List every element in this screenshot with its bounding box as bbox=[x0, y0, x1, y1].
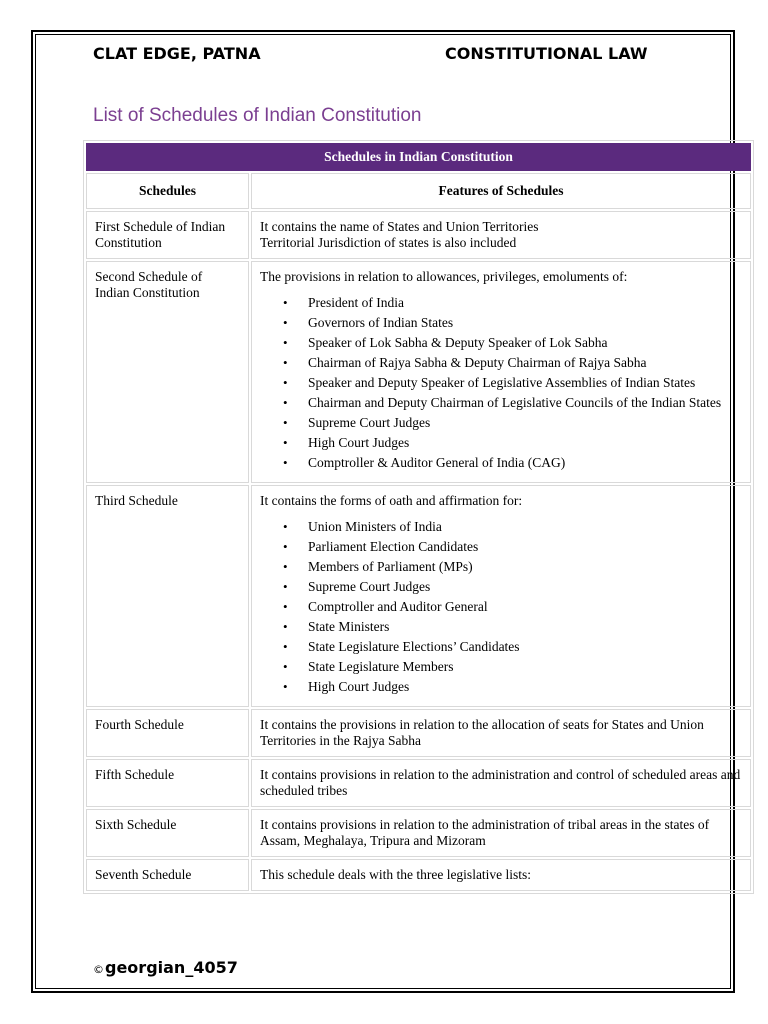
list-item: • State Legislature Members bbox=[308, 659, 742, 675]
copyright-symbol: © bbox=[93, 963, 104, 976]
list-item: • Union Ministers of India bbox=[308, 519, 742, 535]
list-item: • Supreme Court Judges bbox=[308, 579, 742, 595]
schedules-table bbox=[83, 140, 754, 894]
list-item: • Chairman and Deputy Chairman of Legislative Councils of the Indian States bbox=[308, 395, 742, 411]
column-header-features: Features of Schedules bbox=[251, 173, 751, 209]
list-item: • Comptroller & Auditor General of India (CAG) bbox=[308, 455, 742, 471]
feature-text: It contains provisions in relation to the administration and control of scheduled areas and scheduled tribes bbox=[260, 767, 741, 798]
schedule-name-cell: Third Schedule bbox=[86, 485, 249, 707]
feature-text: It contains the provisions in relation to the allocation of seats for States and Union Territories in the Rajya Sabha bbox=[260, 717, 704, 748]
list-item: • Chairman of Rajya Sabha & Deputy Chairman of Rajya Sabha bbox=[308, 355, 742, 371]
list-item: • President of India bbox=[308, 295, 742, 311]
schedule-name-cell: Fourth Schedule bbox=[86, 709, 249, 757]
header-institute: CLAT EDGE, PATNA bbox=[93, 44, 261, 63]
feature-text: It contains the name of States and Union Territories bbox=[260, 219, 539, 234]
table-row bbox=[86, 809, 751, 857]
schedule-features-cell bbox=[251, 809, 751, 857]
schedule-features-cell bbox=[251, 211, 751, 259]
table-header-row bbox=[86, 173, 751, 209]
schedule-features-cell bbox=[251, 709, 751, 757]
schedule-name-cell: First Schedule of Indian Constitution bbox=[86, 211, 249, 259]
document-title: List of Schedules of Indian Constitution bbox=[93, 105, 422, 126]
schedule-features-cell bbox=[251, 759, 751, 807]
schedule-features-cell bbox=[251, 261, 751, 483]
feature-text: It contains provisions in relation to the administration of tribal areas in the states of Assam, Meghalaya, Tripura and Mizoram bbox=[260, 817, 710, 848]
table-body bbox=[86, 211, 751, 891]
column-header-schedules: Schedules bbox=[86, 173, 249, 209]
feature-text: Territorial Jurisdiction of states is also included bbox=[260, 235, 517, 250]
schedule-features-cell bbox=[251, 859, 751, 891]
list-item: • High Court Judges bbox=[308, 679, 742, 695]
feature-text: The provisions in relation to allowances, privileges, emoluments of: bbox=[260, 269, 628, 284]
schedule-name-cell: Seventh Schedule bbox=[86, 859, 249, 891]
header-subject: CONSTITUTIONAL LAW bbox=[445, 44, 648, 63]
list-item: • Speaker and Deputy Speaker of Legislative Assemblies of Indian States bbox=[308, 375, 742, 391]
table-row bbox=[86, 211, 751, 259]
feature-bullet-list bbox=[260, 519, 742, 695]
list-item: • Supreme Court Judges bbox=[308, 415, 742, 431]
list-item: • State Ministers bbox=[308, 619, 742, 635]
schedule-features-cell bbox=[251, 485, 751, 707]
table-row bbox=[86, 859, 751, 891]
feature-text: It contains the forms of oath and affirmation for: bbox=[260, 493, 523, 508]
footer-credit bbox=[93, 958, 238, 977]
table-banner: Schedules in Indian Constitution bbox=[86, 143, 751, 171]
table-row bbox=[86, 485, 751, 707]
schedule-name-cell: Second Schedule of Indian Constitution bbox=[86, 261, 249, 483]
schedule-name-cell: Fifth Schedule bbox=[86, 759, 249, 807]
table-row bbox=[86, 261, 751, 483]
list-item: • Speaker of Lok Sabha & Deputy Speaker of Lok Sabha bbox=[308, 335, 742, 351]
list-item: • Comptroller and Auditor General bbox=[308, 599, 742, 615]
feature-bullet-list bbox=[260, 295, 742, 471]
list-item: • State Legislature Elections’ Candidates bbox=[308, 639, 742, 655]
schedule-name-cell: Sixth Schedule bbox=[86, 809, 249, 857]
feature-text: This schedule deals with the three legislative lists: bbox=[260, 867, 532, 882]
list-item: • Governors of Indian States bbox=[308, 315, 742, 331]
table-banner-row bbox=[86, 143, 751, 171]
table-row bbox=[86, 759, 751, 807]
table-row bbox=[86, 709, 751, 757]
list-item: • Members of Parliament (MPs) bbox=[308, 559, 742, 575]
list-item: • Parliament Election Candidates bbox=[308, 539, 742, 555]
schedules-table-container bbox=[83, 140, 754, 894]
footer-handle: georgian_4057 bbox=[105, 958, 238, 977]
list-item: • High Court Judges bbox=[308, 435, 742, 451]
